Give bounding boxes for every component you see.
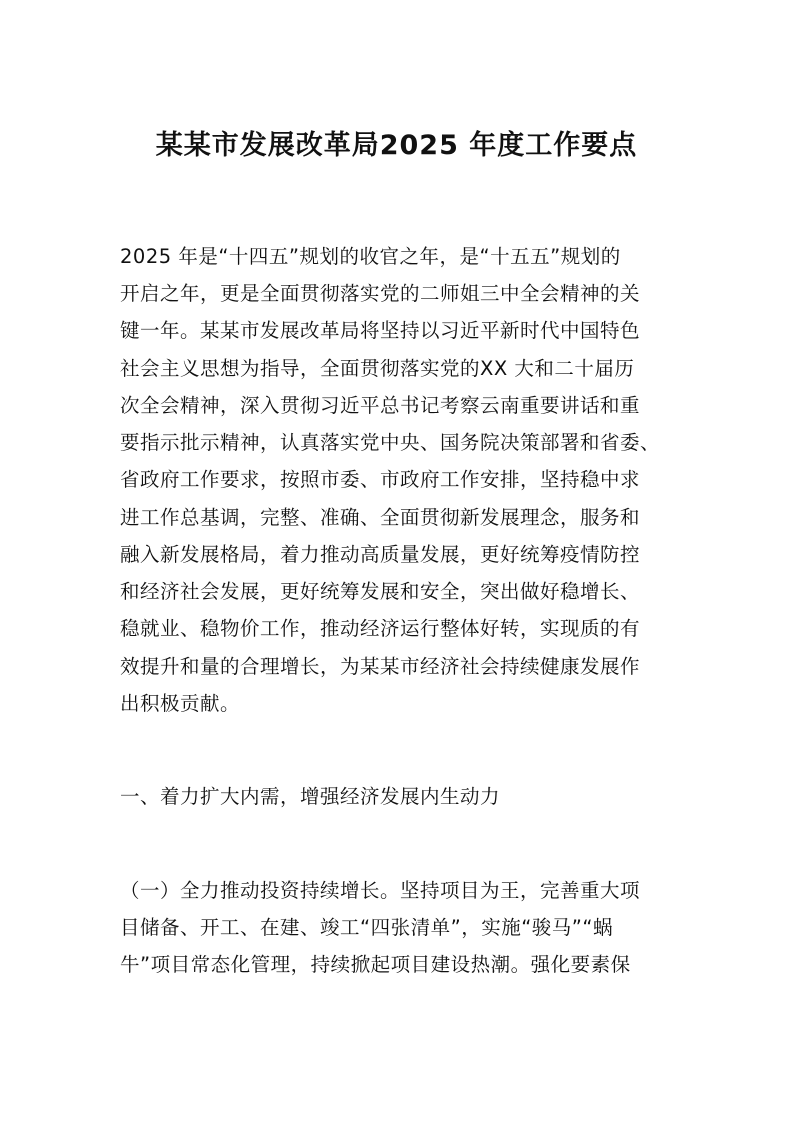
- intro-line: 次全会精神，深入贯彻习近平总书记考察云南重要讲话和重: [120, 394, 641, 417]
- intro-line: 和经济社会发展，更好统筹发展和安全，突出做好稳增长、: [120, 580, 641, 603]
- intro-line: 2025 年是“十四五”规划的收官之年，是“十五五”规划的: [120, 245, 621, 268]
- intro-line: 进工作总基调，完整、准确、全面贯彻新发展理念，服务和: [120, 506, 641, 529]
- intro-line: 效提升和量的合理增长，为某某市经济社会持续健康发展作: [120, 655, 641, 678]
- intro-line: 要指示批示精神，认真落实党中央、国务院决策部署和省委、: [120, 431, 661, 454]
- document-title: 某某市发展改革局2025 年度工作要点: [155, 130, 638, 161]
- section-line: 目储备、开工、在建、竣工“四张清单”，实施“骏马”“蜗: [120, 916, 614, 939]
- intro-line: 键一年。某某市发展改革局将坚持以习近平新时代中国特色: [120, 319, 641, 342]
- intro-line: 省政府工作要求，按照市委、市政府工作安排，坚持稳中求: [120, 468, 641, 491]
- intro-line: 融入新发展格局，着力推动高质量发展，更好统筹疫情防控: [120, 543, 641, 566]
- intro-line: 出积极贡献。: [120, 692, 241, 715]
- section-heading: 一、着力扩大内需，增强经济发展内生动力: [120, 785, 501, 808]
- section-line: （一）全力推动投资持续增长。坚持项目为王，完善重大项: [120, 879, 641, 902]
- section-line: 牛”项目常态化管理，持续掀起项目建设热潮。强化要素保: [120, 953, 631, 976]
- intro-line: 稳就业、稳物价工作，推动经济运行整体好转，实现质的有: [120, 617, 641, 640]
- intro-line: 开启之年，更是全面贯彻落实党的二师姐三中全会精神的关: [120, 282, 641, 305]
- intro-line: 社会主义思想为指导，全面贯彻落实党的XX 大和二十届历: [120, 357, 635, 380]
